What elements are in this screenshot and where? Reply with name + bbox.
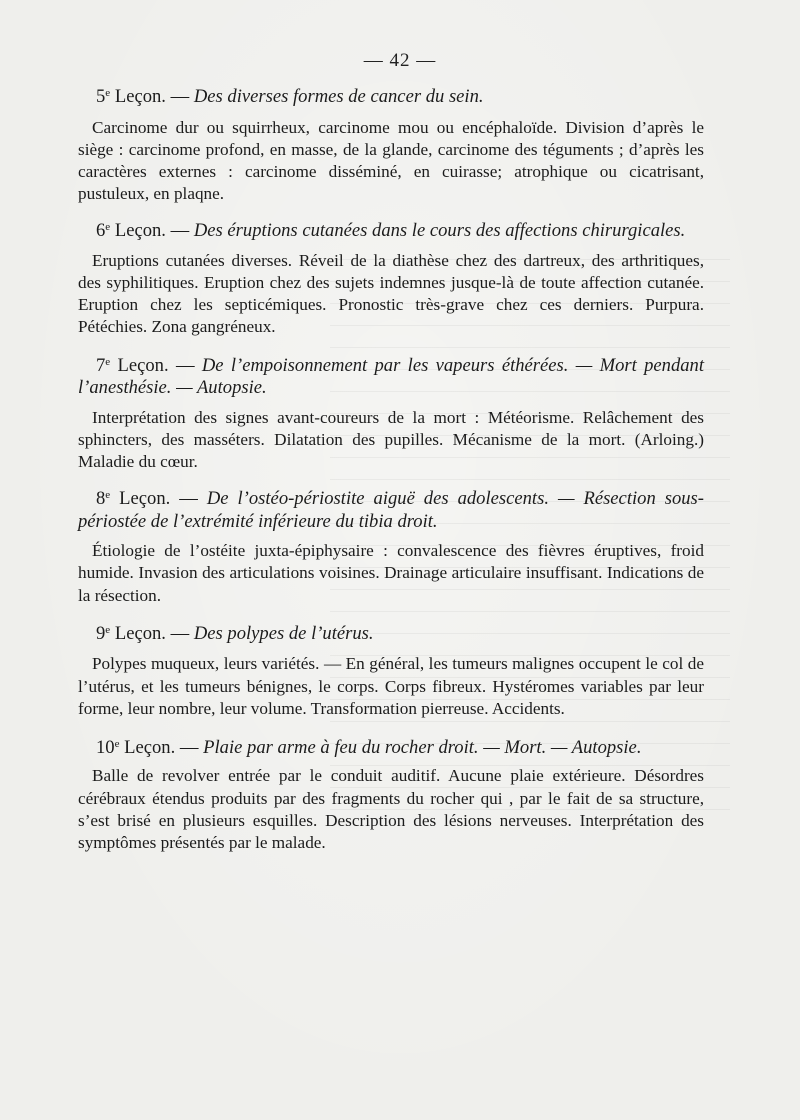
lesson-6: [78, 220, 704, 338]
lesson-title: Des diverses formes de cancer du sein.: [193, 86, 484, 107]
lesson-word: Leçon.: [117, 354, 169, 376]
lesson-body: Interprétation des signes avant-coureurs de la mort : Météorisme. Relâchement des sphincters, des masséters. Dilatation des pupilles. Mécanisme de la mort. (Arloing.) Maladie du cœur.: [78, 407, 704, 472]
lesson-title: Plaie par arme à feu du rocher droit. — Mort. — Autopsie.: [203, 736, 642, 758]
lesson-title: Des éruptions cutanées dans le cours des affections chirurgicales.: [193, 220, 686, 242]
lesson-9: [78, 623, 704, 720]
lesson-5: [78, 86, 704, 205]
lesson-word: Leçon.: [124, 736, 176, 758]
lesson-heading: 7e Leçon. — De l’empoisonnement par les vapeurs éthérées. — Mort pendant l’anesthésie. — Autopsie.: [78, 354, 704, 399]
lesson-word: Leçon.: [114, 622, 166, 644]
lesson-8: [78, 488, 704, 607]
lesson-body: Eruptions cutanées diverses. Réveil de la diathèse chez des dartreux, des arthritiques, des syphilitiques. Eruption chez des sujets indemnes jusque-là de toute affection cutanée. Eruption chez les septicémiques. Pronostic très-grave chez ces derniers. Purpura. Pétéchies. Zona gangréneux.: [78, 250, 704, 337]
lesson-number: 6e: [96, 220, 111, 242]
lesson-body: Polypes muqueux, leurs variétés. — En général, les tumeurs malignes occupent le col de l’utérus, et les tumeurs bénignes, le corps. Corps fibreux. Hystéromes variables par leur forme, leur nombre, leur volume. Transformation pierreuse. Accidents.: [78, 654, 704, 718]
lesson-heading: 8e Leçon. — De l’ostéo-périostite aiguë des adolescents. — Résection sous-périostée de l’extrémité inférieure du tibia droit.: [78, 488, 704, 532]
lesson-list: [78, 86, 704, 870]
lesson-word: Leçon.: [114, 86, 166, 107]
lesson-10: [78, 737, 704, 854]
lesson-body: Carcinome dur ou squirrheux, carcinome mou ou encéphaloïde. Division d’après le siège : carcinome profond, en masse, de la glande, carcinome des téguments ; d’après les caractères externes : carcinome disséminé, en cuirasse; atrophique ou cicatrisant, pustuleux, en plaqne.: [78, 117, 704, 204]
lesson-title: De l’empoisonnement par les vapeurs éthérées. — Mort pendant l’anesthésie. — Autopsie.: [78, 354, 704, 399]
lesson-title: Des polypes de l’utérus.: [193, 622, 374, 644]
lesson-number: 8e: [96, 488, 111, 510]
lesson-word: Leçon.: [114, 220, 166, 242]
page-number: — 42 —: [363, 50, 437, 71]
lesson-body: Étiologie de l’ostéite juxta-épiphysaire : convalescence des fièvres éruptives, froid humide. Invasion des articulations voisines. Drainage articulaire insuffisant. Indications de la résection.: [78, 541, 704, 605]
lesson-7: [78, 355, 704, 474]
lesson-heading: 9e Leçon. — Des polypes de l’utérus.: [96, 622, 374, 644]
lesson-heading: 10e Leçon. — Plaie par arme à feu du rocher droit. — Mort. — Autopsie.: [96, 736, 642, 758]
lesson-heading: 6e Leçon. — Des éruptions cutanées dans le cours des affections chirurgicales.: [96, 220, 686, 242]
lesson-heading: 5e Leçon. — Des diverses formes de cancer du sein.: [96, 86, 484, 107]
lesson-body: Balle de revolver entrée par le conduit auditif. Aucune plaie extérieure. Désordres cérébraux étendus produits par des fragments du rocher qui , par le fait de sa structure, s’est brisé en plusieurs esquilles. Description des lésions nerveuses. Interprétation des symptômes présentés par le malade.: [78, 766, 704, 853]
lesson-word: Leçon.: [119, 488, 171, 510]
lesson-title: De l’ostéo-périostite aiguë des adolescents. — Résection sous-périostée de l’extrémité inférieure du tibia droit.: [78, 488, 704, 532]
lesson-number: 7e: [96, 354, 111, 376]
lesson-number: 10e: [96, 736, 120, 758]
lesson-number: 5e: [96, 86, 111, 107]
lesson-number: 9e: [96, 622, 111, 644]
